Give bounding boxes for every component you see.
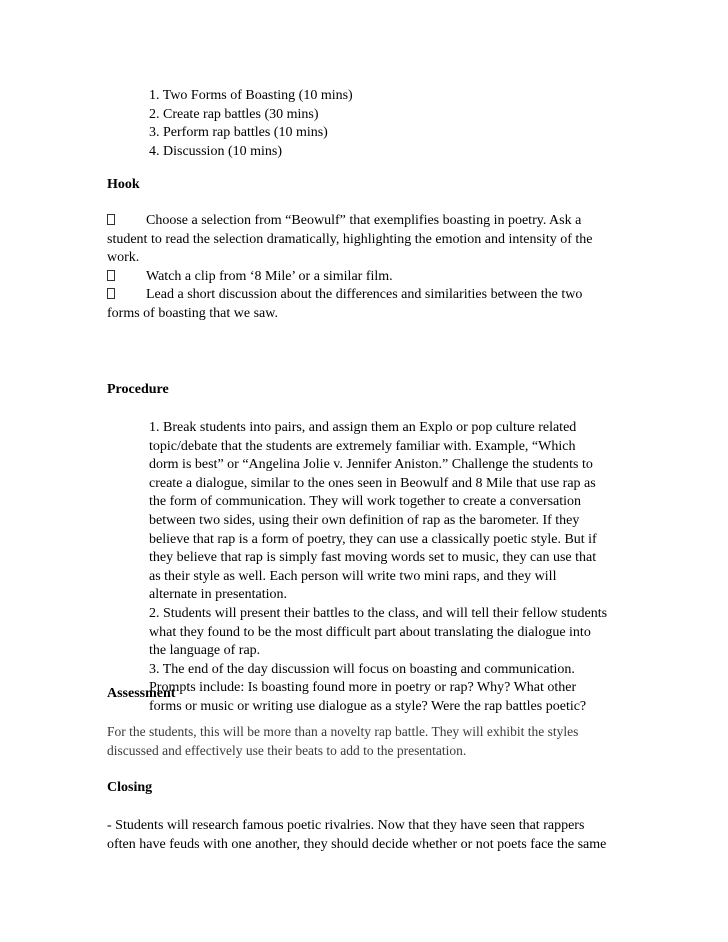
assessment-heading: Assessment bbox=[107, 686, 176, 701]
hook-section bbox=[107, 212, 627, 324]
agenda-item: 4. Discussion (10 mins) bbox=[149, 143, 282, 159]
closing-body bbox=[107, 817, 627, 854]
bullet-box-icon bbox=[107, 270, 115, 281]
procedure-line: as their style as well. Each person will write two mini raps, and they will bbox=[149, 568, 557, 584]
agenda-item: 2. Create rap battles (30 mins) bbox=[149, 106, 319, 122]
closing-heading: Closing bbox=[107, 780, 153, 795]
hook-bullet-1: Choose a selection from “Beowulf” that exemplifies boasting in poetry. Ask a bbox=[107, 212, 627, 231]
procedure-line: alternate in presentation. bbox=[149, 587, 287, 603]
hook-heading: Hook bbox=[107, 177, 140, 192]
procedure-line: they believe that rap is simply fast moving words set to music, they can use that bbox=[149, 550, 597, 566]
bullet-box-icon bbox=[107, 288, 115, 299]
procedure-line: what they found to be the most difficult part about translating the dialogue into bbox=[149, 624, 591, 640]
bullet-box-icon bbox=[107, 214, 115, 225]
hook-bullet-3: Lead a short discussion about the differences and similarities between the two bbox=[107, 286, 627, 305]
procedure-line: create a dialogue, similar to the ones seen in Beowulf and 8 Mile that use rap as bbox=[149, 475, 596, 491]
closing-line: - Students will research famous poetic rivalries. Now that they have seen that rappers bbox=[107, 818, 585, 833]
procedure-body bbox=[149, 419, 619, 717]
assessment-body bbox=[107, 723, 617, 760]
agenda-item: 3. Perform rap battles (10 mins) bbox=[149, 125, 328, 141]
agenda-list bbox=[149, 87, 609, 161]
hook-bullet-3-cont: forms of boasting that we saw. bbox=[107, 305, 278, 321]
hook-bullet-2: Watch a clip from ‘8 Mile’ or a similar film. bbox=[107, 268, 627, 287]
procedure-line: Prompts include: Is boasting found more in poetry or rap? Why? What other bbox=[149, 680, 577, 696]
assessment-line: For the students, this will be more than a novelty rap battle. They will exhibit the styles bbox=[107, 724, 579, 739]
agenda-item: 1. Two Forms of Boasting (10 mins) bbox=[149, 88, 353, 103]
procedure-line: 1. Break students into pairs, and assign them an Explo or pop culture related bbox=[149, 420, 577, 435]
procedure-heading: Procedure bbox=[107, 382, 169, 397]
procedure-line: 3. The end of the day discussion will focus on boasting and communication. bbox=[149, 661, 575, 677]
procedure-line: forms or music or writing use dialogue as a style? Were the rap battles poetic? bbox=[149, 698, 587, 714]
procedure-line: believe that rap is a form of poetry, they can use a classically poetic style. But if bbox=[149, 531, 597, 547]
hook-bullet-1-cont: student to read the selection dramatically, highlighting the emotion and intensity of the bbox=[107, 231, 593, 247]
assessment-line: discussed and effectively use their beats to add to the presentation. bbox=[107, 742, 467, 758]
procedure-line: the form of communication. They will work together to create a conversation bbox=[149, 494, 582, 510]
procedure-line: between two sides, using their own definition of rap as the barometer. If they bbox=[149, 512, 580, 528]
procedure-line: the language of rap. bbox=[149, 643, 261, 659]
procedure-line: dorm is best” or “Angelina Jolie v. Jennifer Aniston.” Challenge the students to bbox=[149, 457, 593, 473]
hook-bullet-1-cont: work. bbox=[107, 250, 140, 266]
closing-line: often have feuds with one another, they should decide whether or not poets face the same bbox=[107, 836, 607, 852]
procedure-line: 2. Students will present their battles to the class, and will tell their fellow students bbox=[149, 605, 608, 621]
procedure-line: topic/debate that the students are extremely familiar with. Example, “Which bbox=[149, 438, 576, 454]
